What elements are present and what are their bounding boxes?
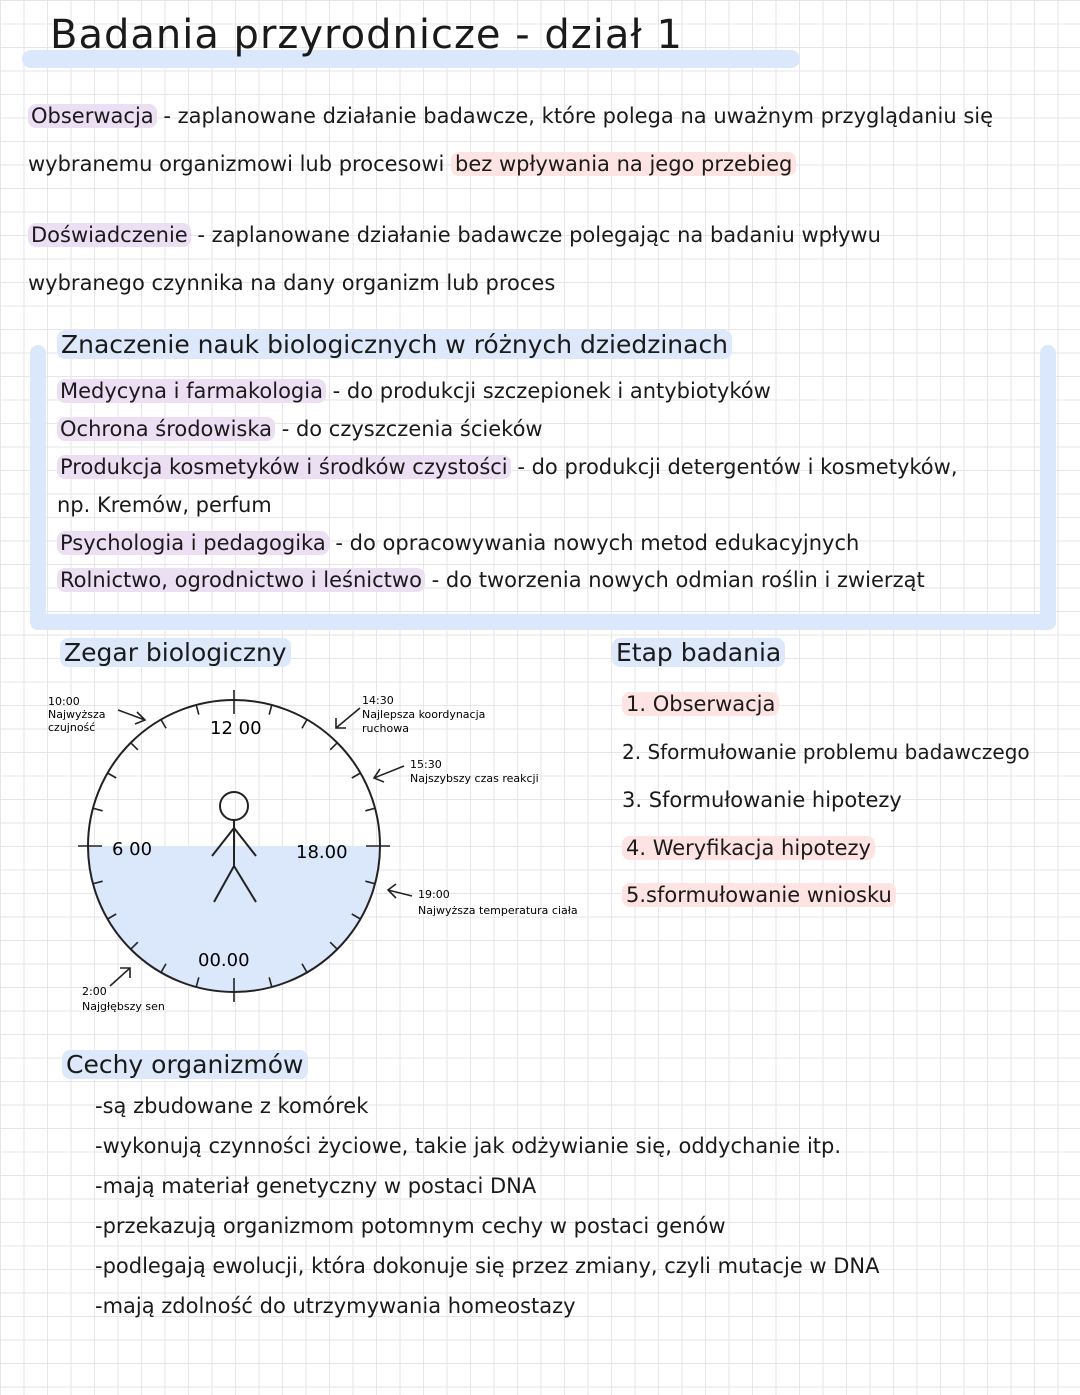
trait-item: -są zbudowane z komórek bbox=[95, 1094, 369, 1118]
annotation-time: 15:30 bbox=[410, 758, 442, 771]
trait-item: -wykonują czynności życiowe, takie jak odżywianie się, oddychanie itp. bbox=[95, 1134, 842, 1158]
trait-item: -podlegają ewolucji, która dokonuje się przez zmiany, czyli mutacje w DNA bbox=[95, 1254, 880, 1278]
clock-label-12: 12 00 bbox=[210, 718, 262, 739]
clock-section-title: Zegar biologiczny bbox=[60, 638, 291, 667]
fields-section-title: Znaczenie nauk biologicznych w różnych dziedzinach bbox=[57, 330, 732, 359]
page-title: Badania przyrodnicze - dział 1 bbox=[50, 12, 683, 58]
definition-observation-line1: Obserwacja - zaplanowane działanie badawcze, które polega na uważnym przyglądaniu się bbox=[28, 104, 993, 128]
clock-label-18: 18.00 bbox=[296, 842, 348, 863]
svg-text:Najwyższa temperatura ciała: Najwyższa temperatura ciała bbox=[418, 904, 578, 917]
clock-tick bbox=[196, 705, 199, 715]
stages-section-title: Etap badania bbox=[612, 638, 785, 667]
annotation-time: 10:00 bbox=[48, 695, 80, 708]
field-item: Rolnictwo, ogrodnictwo i leśnictwo - do tworzenia nowych odmian roślin i zwierząt bbox=[57, 568, 925, 592]
field-item: Ochrona środowiska - do czyszczenia ścieków bbox=[57, 417, 543, 441]
trait-item: -przekazują organizmom potomnym cechy w postaci genów bbox=[95, 1214, 726, 1238]
svg-text:Najszybszy czas reakcji: Najszybszy czas reakcji bbox=[410, 772, 539, 785]
clock-tick bbox=[93, 808, 103, 811]
clock-night-fill bbox=[80, 846, 390, 1006]
clock-tick bbox=[108, 773, 117, 778]
stage-item: 4. Weryfikacja hipotezy bbox=[622, 836, 875, 860]
clock-label-0: 00.00 bbox=[198, 950, 250, 971]
svg-text:ruchowa: ruchowa bbox=[362, 722, 409, 735]
clock-tick bbox=[302, 720, 307, 729]
clock-tick bbox=[161, 720, 166, 729]
clock-tick bbox=[330, 743, 337, 750]
field-item: Medycyna i farmakologia - do produkcji szczepionek i antybiotyków bbox=[57, 379, 771, 403]
stage-item: 5.sformułowanie wniosku bbox=[622, 883, 896, 907]
annotation-time: 14:30 bbox=[362, 694, 394, 707]
definition-experiment-line1: Doświadczenie - zaplanowane działanie badawcze polegając na badaniu wpływu bbox=[28, 223, 881, 247]
biological-clock-diagram bbox=[0, 680, 600, 1020]
trait-item: -mają zdolność do utrzymywania homeostazy bbox=[95, 1294, 576, 1318]
field-item: Psychologia i pedagogika - do opracowywania nowych metod edukacyjnych bbox=[57, 531, 859, 555]
clock-tick bbox=[365, 808, 375, 811]
field-item-continuation: np. Kremów, perfum bbox=[57, 493, 272, 517]
stage-item: 1. Obserwacja bbox=[622, 692, 779, 716]
box-border-bottom bbox=[30, 614, 1056, 630]
box-border-right bbox=[1040, 345, 1056, 630]
box-border-left bbox=[30, 345, 46, 630]
svg-text:Najwyższa: Najwyższa bbox=[48, 708, 106, 721]
svg-text:Najgłębszy sen: Najgłębszy sen bbox=[82, 1000, 165, 1013]
term-observation: Obserwacja bbox=[28, 104, 157, 128]
stage-item: 3. Sformułowanie hipotezy bbox=[622, 788, 902, 812]
emphasis-no-influence: bez wpływania na jego przebieg bbox=[451, 152, 796, 176]
definition-experiment-line2: wybranego czynnika na dany organizm lub proces bbox=[28, 271, 556, 295]
svg-text:czujność: czujność bbox=[48, 721, 96, 734]
annotation-time: 19:00 bbox=[418, 888, 450, 901]
traits-section-title: Cechy organizmów bbox=[62, 1050, 308, 1079]
svg-text:Najlepsza koordynacja: Najlepsza koordynacja bbox=[362, 708, 486, 721]
term-experiment: Doświadczenie bbox=[28, 223, 191, 247]
field-item: Produkcja kosmetyków i środków czystości - do produkcji detergentów i kosmetyków, bbox=[57, 455, 958, 479]
definition-observation-line2: wybranemu organizmowi lub procesowi bez wpływania na jego przebieg bbox=[28, 152, 796, 176]
clock-tick bbox=[269, 705, 272, 715]
clock-label-6: 6 00 bbox=[112, 839, 153, 860]
annotation-time: 2:00 bbox=[82, 985, 107, 998]
clock-tick bbox=[352, 773, 361, 778]
clock-tick bbox=[131, 743, 138, 750]
trait-item: -mają materiał genetyczny w postaci DNA bbox=[95, 1174, 537, 1198]
stage-item: 2. Sformułowanie problemu badawczego bbox=[622, 740, 1030, 764]
